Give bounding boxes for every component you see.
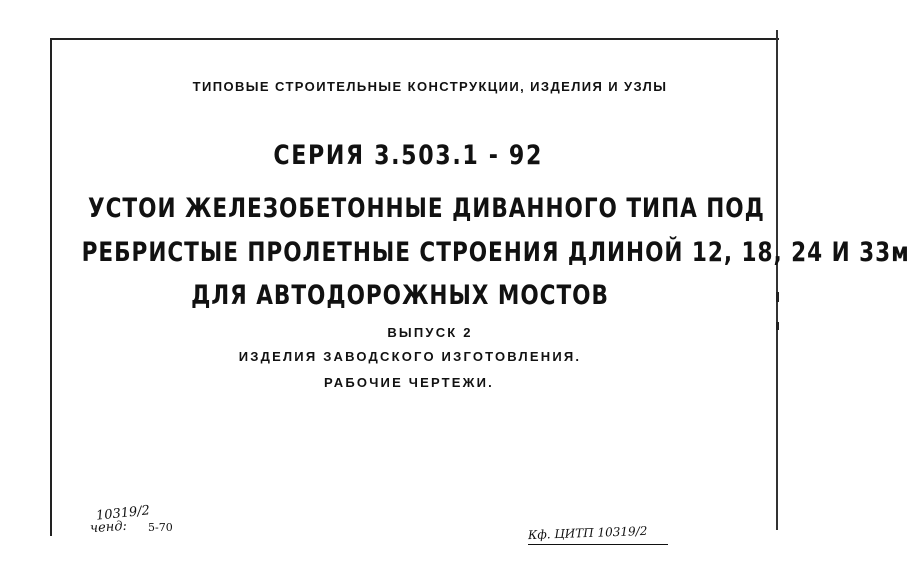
sheet-frame-right-edge: [776, 30, 778, 530]
cheno-value: 5-70: [148, 521, 173, 534]
document-title-line-3: ДЛЯ АВТОДОРОЖНЫХ МОСТОВ: [191, 280, 609, 311]
archive-number: Кф. ЦИТП 10319/2: [527, 523, 648, 543]
inventory-number: 10319/2: [95, 503, 151, 524]
series-number: СЕРИЯ 3.503.1 - 92: [273, 140, 544, 171]
issue-label: ВЫПУСК 2: [387, 325, 473, 340]
document-title-line-1: УСТОИ ЖЕЛЕЗОБЕТОННЫЕ ДИВАННОГО ТИПА ПОД: [88, 193, 765, 224]
frame-mark: [776, 292, 779, 302]
document-title-line-2: РЕБРИСТЫЕ ПРОЛЕТНЫЕ СТРОЕНИЯ ДЛИНОЙ 12, 18, 24 И 33м: [81, 237, 910, 268]
document-category: ТИПОВЫЕ СТРОИТЕЛЬНЫЕ КОНСТРУКЦИИ, ИЗДЕЛИЯ И УЗЛЫ: [192, 79, 668, 94]
archive-underline: [528, 544, 668, 545]
cheno-label: ченд:: [89, 518, 128, 537]
issue-subtitle-1: ИЗДЕЛИЯ ЗАВОДСКОГО ИЗГОТОВЛЕНИЯ.: [238, 349, 582, 364]
issue-subtitle-2: РАБОЧИЕ ЧЕРТЕЖИ.: [324, 375, 494, 390]
